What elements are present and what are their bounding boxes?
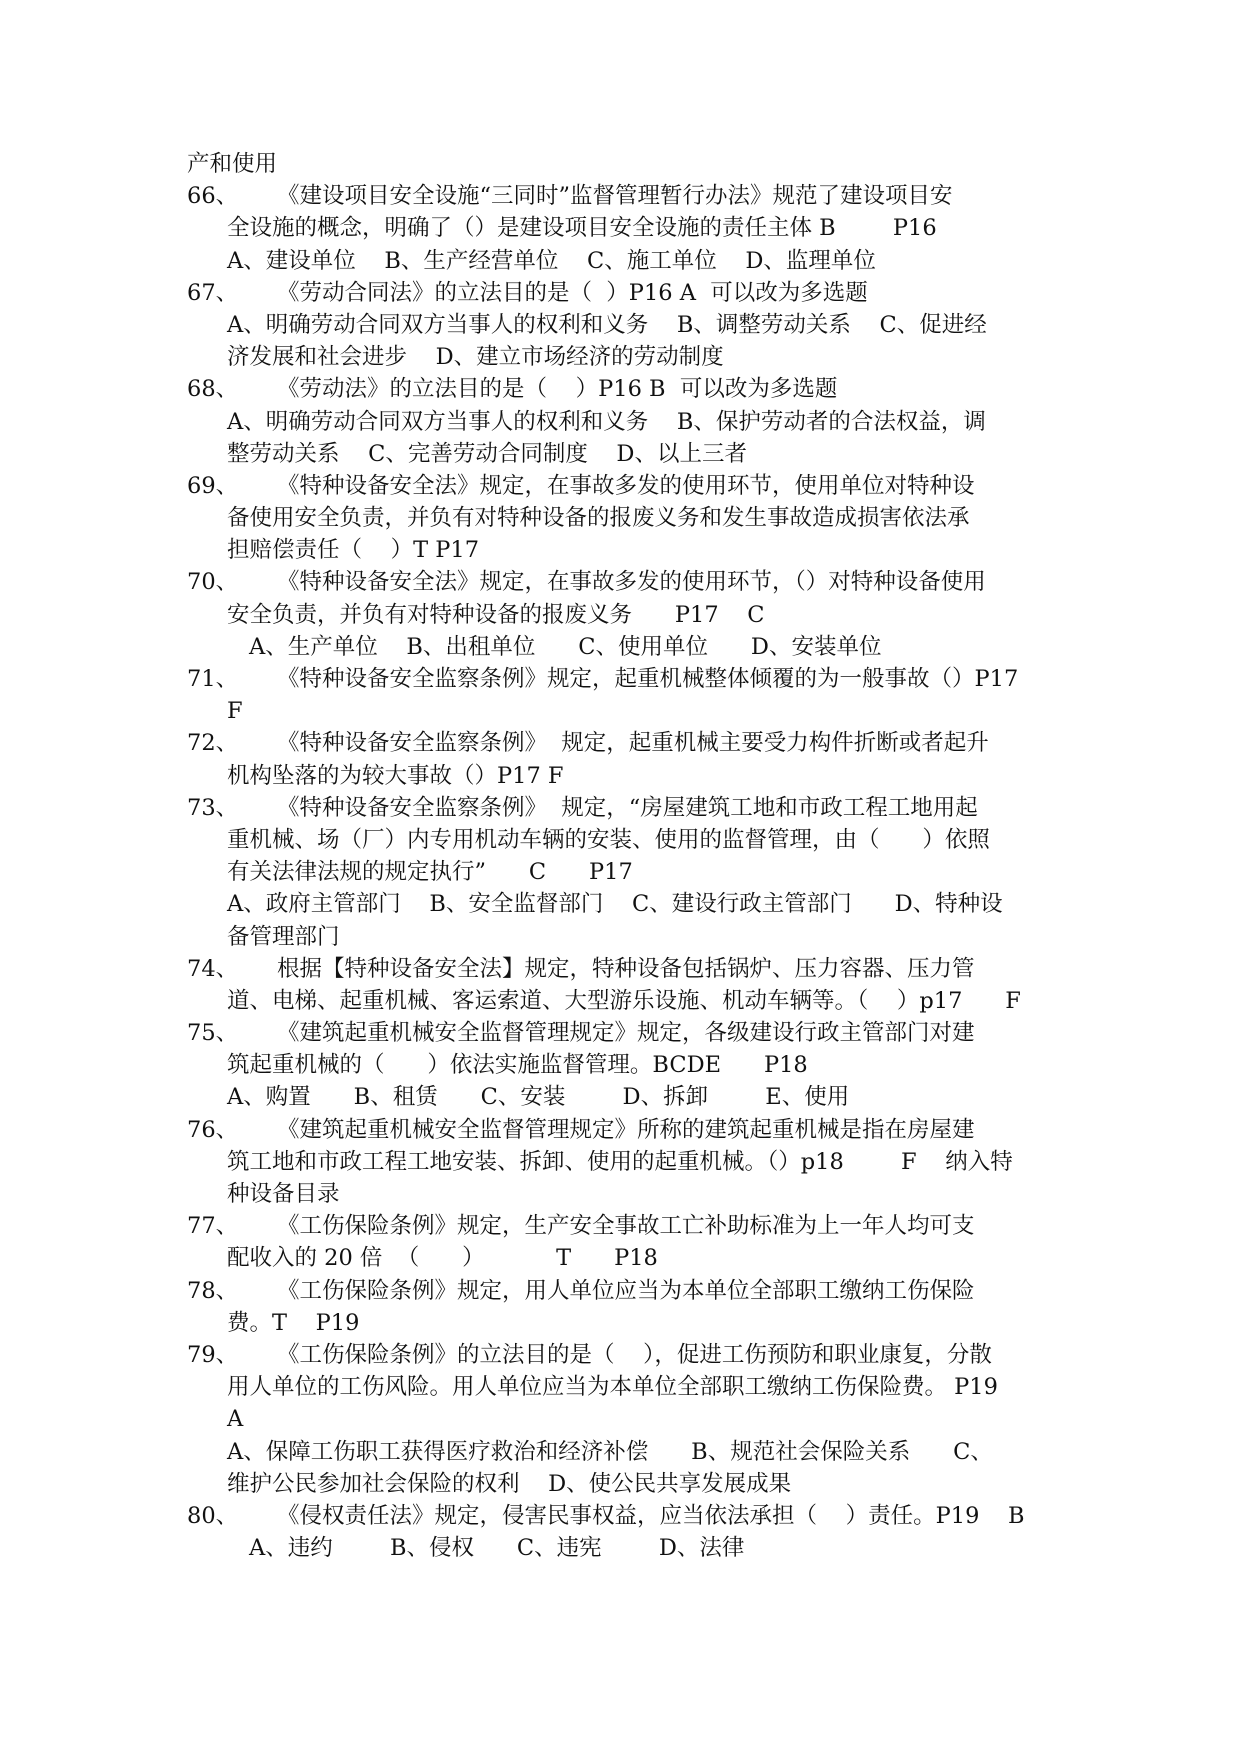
question-number: 79、: [187, 1341, 239, 1368]
text-line: 备使用安全负责，并负有对特种设备的报废义务和发生事故造成损害依法承: [227, 505, 970, 532]
question-stem: 《工伤保险条例》规定，生产安全事故工亡补助标准为上一年人均可支: [277, 1213, 975, 1240]
question-line: [187, 373, 1087, 405]
question-stem: 《特种设备安全法》规定，在事故多发的使用环节，（）对特种设备使用: [277, 569, 986, 596]
question-line: [187, 1500, 1087, 1532]
question-line: [187, 180, 1087, 212]
text-line: A、生产单位 B、出租单位 C、使用单位 D、安装单位: [249, 633, 882, 660]
question-line: [187, 1114, 1087, 1146]
question-stem: 《特种设备安全监察条例》规定，起重机械整体倾覆的为一般事故（）P17: [277, 666, 1019, 692]
text-line: 筑工地和市政工程工地安装、拆卸、使用的起重机械。（）p18 F 纳入特: [227, 1148, 1013, 1175]
question-number: 70、: [187, 569, 239, 596]
question-line: [187, 277, 1087, 309]
text-line: 机构坠落的为较大事故（）P17 F: [227, 762, 564, 789]
question-number: 73、: [187, 794, 239, 821]
text-line: A: [227, 1406, 244, 1433]
question-line: [187, 566, 1087, 598]
question-list: [187, 148, 1087, 1564]
text-line: A、保障工伤职工获得医疗救治和经济补偿 B、规范社会保险关系 C、: [227, 1438, 993, 1465]
text-line: 济发展和社会进步 D、建立市场经济的劳动制度: [227, 344, 724, 371]
text-line: A、建设单位 B、生产经营单位 C、施工单位 D、监理单位: [227, 247, 876, 274]
text-line: 产和使用: [187, 151, 278, 177]
text-line: 道、电梯、起重机械、客运索道、大型游乐设施、机动车辆等。（ ）p17 F: [227, 987, 1021, 1014]
question-number: 78、: [187, 1277, 239, 1304]
question-number: 72、: [187, 730, 239, 757]
text-line: 配收入的 20 倍 （ ） T P18: [227, 1245, 658, 1272]
question-stem: 《建筑起重机械安全监督管理规定》所称的建筑起重机械是指在房屋建: [277, 1116, 975, 1143]
question-number: 66、: [187, 183, 239, 210]
text-line: 用人单位的工伤风险。用人单位应当为本单位全部职工缴纳工伤保险费。 P19: [227, 1374, 998, 1401]
question-stem: 《工伤保险条例》的立法目的是（ ），促进工伤预防和职业康复，分散: [277, 1341, 992, 1368]
text-line: 整劳动关系 C、完善劳动合同制度 D、以上三者: [227, 440, 747, 467]
text-line: 有关法律法规的规定执行” C P17: [227, 859, 633, 886]
question-line: [187, 663, 1087, 695]
question-line: [187, 1275, 1087, 1307]
question-number: 74、: [187, 955, 239, 982]
text-line: A、购置 B、租赁 C、安装 D、拆卸 E、使用: [227, 1084, 850, 1111]
question-number: 68、: [187, 376, 239, 403]
text-line: 全设施的概念，明确了（）是建设项目安全设施的责任主体 B P16: [227, 215, 937, 242]
text-line: 备管理部门: [227, 923, 340, 950]
question-stem: 《侵权责任法》规定，侵害民事权益，应当依法承担（ ）责任。P19 B: [277, 1502, 1025, 1529]
text-line: F: [227, 698, 243, 725]
question-line: [187, 1210, 1087, 1242]
question-stem: 《劳动合同法》的立法目的是（ ）P16 A 可以改为多选题: [277, 279, 868, 306]
question-line: [187, 953, 1087, 985]
question-number: 69、: [187, 472, 239, 499]
text-line: 维护公民参加社会保险的权利 D、使公民共享发展成果: [227, 1470, 792, 1497]
question-number: 75、: [187, 1020, 239, 1047]
question-line: [187, 727, 1087, 759]
text-line: 种设备目录: [227, 1181, 340, 1207]
text-line: A、政府主管部门 B、安全监督部门 C、建设行政主管部门 D、特种设: [227, 891, 1003, 918]
question-number: 80、: [187, 1502, 239, 1529]
question-stem: 《建筑起重机械安全监督管理规定》规定，各级建设行政主管部门对建: [277, 1020, 975, 1047]
question-line: [187, 1339, 1087, 1371]
question-stem: 《特种设备安全监察条例》 规定，“房屋建筑工地和市政工程工地用起: [277, 794, 978, 821]
text-line: A、明确劳动合同双方当事人的权利和义务 B、保护劳动者的合法权益，调: [227, 408, 986, 435]
question-stem: 《特种设备安全监察条例》 规定，起重机械主要受力构件折断或者起升: [277, 730, 989, 757]
text-line: A、明确劳动合同双方当事人的权利和义务 B、调整劳动关系 C、促进经: [227, 311, 987, 338]
text-line: 重机械、场（厂）内专用机动车辆的安装、使用的监督管理，由（ ）依照: [227, 826, 990, 853]
text-line: 担赔偿责任（ ）T P17: [227, 537, 480, 564]
question-stem: 根据【特种设备安全法】规定，特种设备包括锅炉、压力容器、压力管: [277, 955, 975, 982]
question-line: [187, 792, 1087, 824]
text-line: 筑起重机械的（ ）依法实施监督管理。BCDE P18: [227, 1052, 808, 1079]
question-number: 76、: [187, 1116, 239, 1143]
question-line: [187, 1017, 1087, 1049]
text-line: 安全负责，并负有对特种设备的报废义务 P17 C: [227, 601, 765, 628]
question-stem: 《劳动法》的立法目的是（ ）P16 B 可以改为多选题: [277, 376, 838, 403]
question-number: 67、: [187, 279, 239, 306]
question-stem: 《特种设备安全法》规定，在事故多发的使用环节，使用单位对特种设: [277, 472, 975, 499]
text-line: A、违约 B、侵权 C、违宪 D、法律: [249, 1535, 745, 1562]
question-number: 77、: [187, 1213, 239, 1240]
question-stem: 《工伤保险条例》规定，用人单位应当为本单位全部职工缴纳工伤保险: [277, 1277, 975, 1304]
question-line: [187, 470, 1087, 502]
text-line: 费。T P19: [227, 1309, 360, 1336]
question-number: 71、: [187, 666, 239, 692]
question-stem: 《建设项目安全设施“三同时”监督管理暂行办法》规范了建设项目安: [277, 183, 953, 210]
